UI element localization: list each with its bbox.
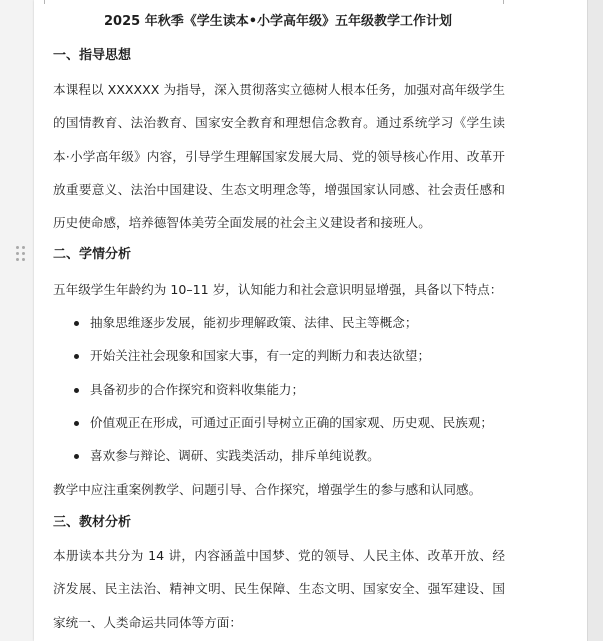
list-item-text: 具备初步的合作探究和资料收集能力； [90,381,305,397]
list-item [53,347,513,380]
student-analysis-intro: 五年级学生年龄约为 10–11 岁，认知能力和社会意识明显增强，具备以下特点： [53,282,503,297]
list-item-text: 抽象思维逐步发展，能初步理解政策、法律、民主等概念； [90,315,418,330]
drag-handle-icon[interactable] [16,246,26,264]
student-traits-list [53,314,513,480]
list-item-text: 价值观正在形成，可通过正面引导树立正确的国家观、历史观、民族观； [90,414,493,430]
section-paragraph-guiding-ideology: 本课程以 XXXXXX 为指导，深入贯彻落实立德树人根本任务，加强对高年级学生的国情教育、法治教育、国家安全教育和理想信念教育。通过系统学习《学生读本·小学高年级》内容，引导学生理解国家发展大局、党的领导核心作用、改革开放重要意义、法治中国建设、生态文明理念等，增强国家认同感、社会责任感和历史使命感，培养德智体美劳全面发展的社会主义建设者和接班人。 [53,82,505,231]
bullet-icon [74,454,79,459]
bullet-icon [74,321,79,326]
section-heading-textbook-analysis: 三、教材分析 [53,515,132,530]
section-paragraph-textbook-analysis: 本册读本共分为 14 讲，内容涵盖中国梦、党的领导、人民主体、改革开放、经济发展、民主法治、精神文明、民生保障、生态文明、国家安全、强军建设、国家统一、人类命运共同体等方面： [53,548,505,630]
list-item [53,447,513,480]
page-corner-mark [503,0,512,4]
vertical-scrollbar[interactable] [587,0,603,641]
list-item [53,414,513,447]
list-item-text: 开始关注社会现象和国家大事，有一定的判断力和表达欲望； [90,348,431,364]
list-item [53,381,513,414]
bullet-icon [74,388,79,393]
document-title: 2025 年秋季《学生读本•小学高年级》五年级教学工作计划 [103,14,453,29]
list-item-text: 喜欢参与辩论、调研、实践类活动，排斥单纯说教。 [90,448,380,464]
list-item [53,314,513,347]
bullet-icon [74,354,79,359]
bullet-icon [74,421,79,426]
section-heading-student-analysis: 二、学情分析 [53,247,132,262]
student-analysis-closing: 教学中应注重案例教学、问题引导、合作探究，增强学生的参与感和认同感。 [53,482,482,497]
page-corner-mark [36,0,45,4]
section-heading-guiding-ideology: 一、指导思想 [53,48,132,63]
